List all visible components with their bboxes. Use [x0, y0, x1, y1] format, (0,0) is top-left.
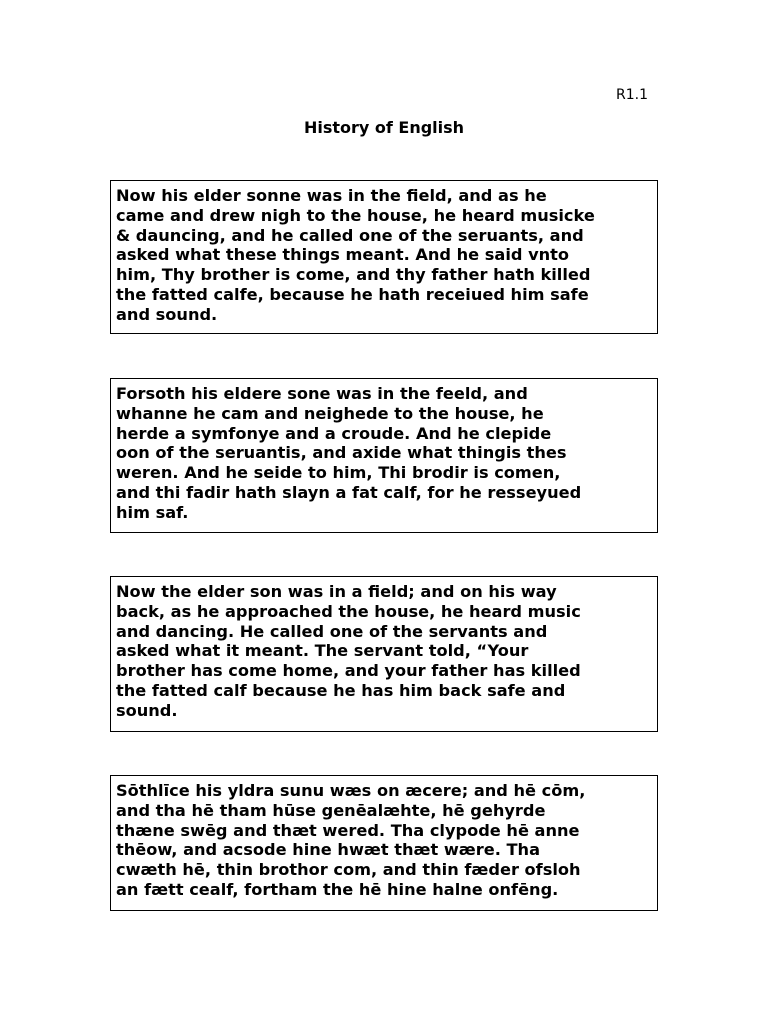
passage-line: him saf.: [116, 502, 189, 522]
passage-line: back, as he approached the house, he heard music: [116, 601, 581, 621]
passage-line: an fætt cealf, fortham the hē hine halne onfēng.: [116, 879, 559, 899]
passage-line: oon of the seruantis, and axide what thingis thes: [116, 443, 567, 463]
passage-line: & dauncing, and he called one of the seruants, and: [116, 225, 584, 245]
passage-line: Now his elder sonne was in the field, and as he: [116, 186, 547, 205]
ref-code: R1.1: [616, 87, 648, 103]
passage-line: brother has come home, and your father has killed: [116, 661, 581, 681]
passage-line: herde a symfonye and a croude. And he clepide: [116, 423, 552, 443]
passage-box-middle: [110, 378, 658, 533]
passage-box-early-modern: [110, 180, 658, 334]
page-title: History of English: [303, 118, 465, 137]
passage-box-old: [110, 775, 658, 911]
passage-line: sound.: [116, 700, 178, 720]
passage-line: asked what these things meant. And he said vnto: [116, 245, 570, 265]
passage-line: cwæth hē, thin brothor com, and thin fæder ofsloh: [116, 860, 581, 880]
passage-line: the fatted calf because he has him back safe and: [116, 680, 566, 700]
passage-line: the fatted calfe, because he hath receiued him safe: [116, 284, 589, 304]
passage-line: weren. And he seide to him, Thi brodir is comen,: [116, 463, 561, 483]
passage-line: thēow, and acsode hine hwæt thæt wære. Tha: [116, 840, 540, 860]
passage-line: whanne he cam and neighede to the house, he: [116, 403, 544, 423]
passage-line: and dancing. He called one of the servants and: [116, 621, 548, 641]
passage-line: Sōthlīce his yldra sunu wæs on æcere; and hē cōm,: [116, 781, 586, 800]
passage-box-modern: [110, 576, 658, 732]
passage-line: Now the elder son was in a field; and on his way: [116, 582, 557, 601]
passage-line: and sound.: [116, 304, 218, 324]
passage-line: and thi fadir hath slayn a fat calf, for he resseyued: [116, 482, 582, 502]
passage-line: and tha hē tham hūse genēalæhte, hē gehyrde: [116, 800, 546, 820]
passage-line: Forsoth his eldere sone was in the feeld, and: [116, 384, 528, 403]
passage-line: thæne swēg and thæt wered. Tha clypode hē anne: [116, 820, 580, 840]
passage-line: him, Thy brother is come, and thy father hath killed: [116, 265, 591, 285]
passage-line: came and drew nigh to the house, he heard musicke: [116, 205, 595, 225]
passage-line: asked what it meant. The servant told, “Your: [116, 641, 529, 661]
